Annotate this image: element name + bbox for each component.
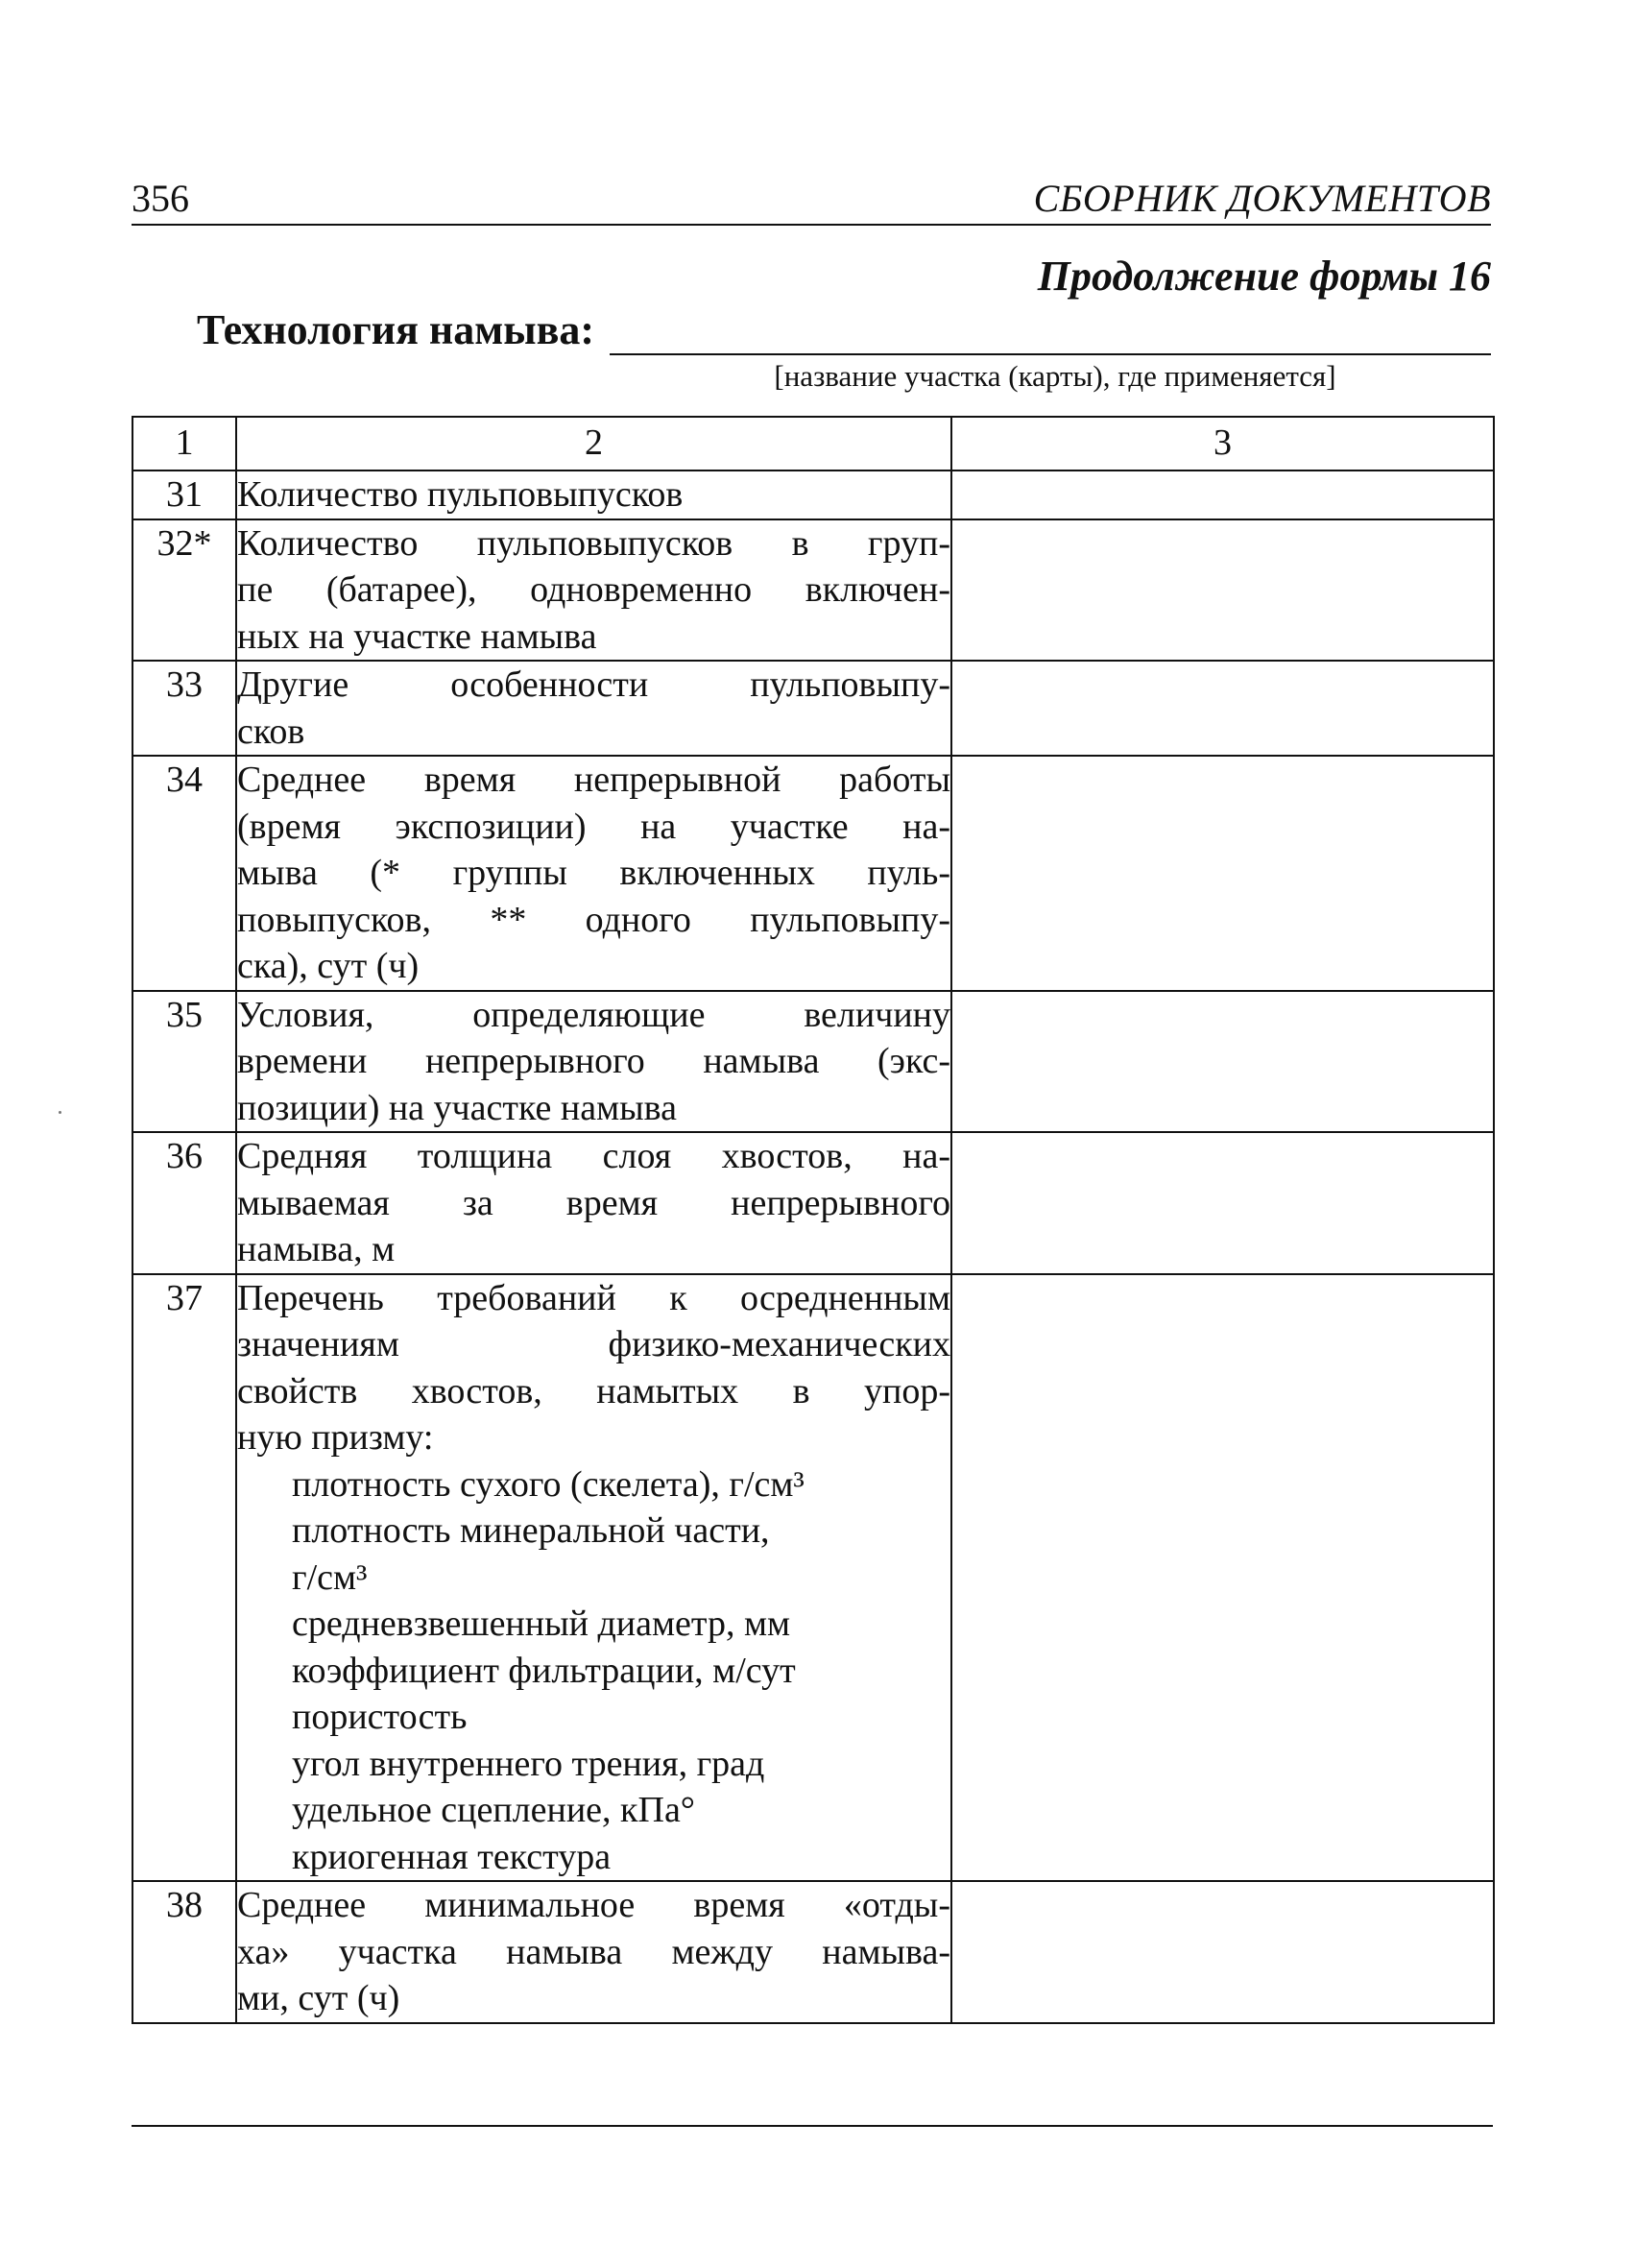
row-number: 37 <box>132 1274 236 1882</box>
row-number: 34 <box>132 756 236 991</box>
requirement-item: г/см³ <box>292 1556 368 1598</box>
header-rule <box>132 224 1491 226</box>
column-header-2: 2 <box>236 417 951 470</box>
description-line: позиции) на участке намыва <box>237 1087 677 1128</box>
column-header-1: 1 <box>132 417 236 470</box>
table-row <box>132 756 1494 991</box>
requirement-item: плотность сухого (скелета), г/см³ <box>292 1463 805 1505</box>
technology-field-row <box>197 305 1491 355</box>
table-row <box>132 519 1494 662</box>
description-line: мываемая за время непрерывного <box>237 1182 950 1223</box>
description-line: повыпусков, ** одного пульповыпу- <box>237 899 950 940</box>
technology-caption: [название участка (карты), где применяется] <box>774 359 1336 393</box>
row-number: 32* <box>132 519 236 662</box>
description-line: Средняя толщина слоя хвостов, на- <box>237 1136 950 1176</box>
running-head: СБОРНИК ДОКУМЕНТОВ <box>1033 177 1491 220</box>
row-number: 31 <box>132 470 236 519</box>
description-line: значениям физико-механических <box>237 1324 950 1364</box>
row-description <box>236 519 951 662</box>
row-description <box>236 756 951 991</box>
requirement-item: удельное сцепление, кПа° <box>292 1790 696 1830</box>
requirement-item: угол внутреннего трения, град <box>292 1743 765 1784</box>
description-line: ную призму: <box>237 1417 434 1458</box>
scan-speck <box>59 1111 61 1114</box>
row-value-cell[interactable] <box>951 661 1494 756</box>
row-value-cell[interactable] <box>951 470 1494 519</box>
row-description <box>236 661 951 756</box>
requirement-item: средневзвешенный диаметр, мм <box>292 1604 791 1644</box>
requirement-item: плотность минеральной части, <box>292 1510 770 1551</box>
row-value-cell[interactable] <box>951 1274 1494 1882</box>
description-line: (время экспозиции) на участке на- <box>237 806 950 847</box>
description-line: свойств хвостов, намытых в упор- <box>237 1370 950 1411</box>
table-row <box>132 470 1494 519</box>
description-line: мыва (* группы включенных пуль- <box>237 853 950 893</box>
row-value-cell[interactable] <box>951 1132 1494 1274</box>
description-line: ми, сут (ч) <box>237 1978 400 2018</box>
requirement-item: коэффициент фильтрации, м/сут <box>292 1650 796 1691</box>
row-number: 36 <box>132 1132 236 1274</box>
description-line: Среднее минимальное время «отды- <box>237 1885 950 1925</box>
table-row <box>132 1881 1494 2023</box>
description-line: Условия, определяющие величину <box>237 994 950 1035</box>
row-value-cell[interactable] <box>951 1881 1494 2023</box>
column-header-3: 3 <box>951 417 1494 470</box>
row-value-cell[interactable] <box>951 756 1494 991</box>
row-description <box>236 991 951 1133</box>
row-description <box>236 1881 951 2023</box>
requirement-item: криогенная текстура <box>292 1836 612 1877</box>
description-line: Количество пульповыпусков в груп- <box>237 522 950 564</box>
description-line: пе (батарее), одновременно включен- <box>237 569 950 610</box>
row-number: 35 <box>132 991 236 1133</box>
table-row <box>132 661 1494 756</box>
row-number: 33 <box>132 661 236 756</box>
row-value-cell[interactable] <box>951 519 1494 662</box>
description-line: времени непрерывного намыва (экс- <box>237 1041 950 1081</box>
technology-label: Технология намыва: <box>197 306 595 353</box>
row-description <box>236 470 951 519</box>
form-table <box>132 416 1495 2024</box>
description-line: Перечень требований к осредненным <box>237 1277 950 1318</box>
description-line: сков <box>237 711 305 752</box>
description-line: Другие особенности пульповыпу- <box>237 664 950 705</box>
row-value-cell[interactable] <box>951 991 1494 1133</box>
technology-input-line[interactable] <box>610 315 1491 355</box>
footer-rule <box>132 2125 1493 2127</box>
form-continuation-title: Продолжение формы 16 <box>1037 253 1491 300</box>
requirement-item: пористость <box>292 1697 468 1737</box>
table-row <box>132 1274 1494 1882</box>
description-line: ска), сут (ч) <box>237 946 420 986</box>
table-row <box>132 991 1494 1133</box>
description-line: намыва, м <box>237 1229 396 1269</box>
row-number: 38 <box>132 1881 236 2023</box>
row-description <box>236 1132 951 1274</box>
description-line: Среднее время непрерывной работы <box>237 760 950 800</box>
description-line: ха» участка намыва между намыва- <box>237 1931 950 1972</box>
table-row <box>132 1132 1494 1274</box>
table-header-row <box>132 417 1494 470</box>
row-description <box>236 1274 951 1882</box>
description-line: Количество пульповыпусков <box>237 474 684 515</box>
description-line: ных на участке намыва <box>237 615 597 657</box>
page-number: 356 <box>132 177 189 220</box>
